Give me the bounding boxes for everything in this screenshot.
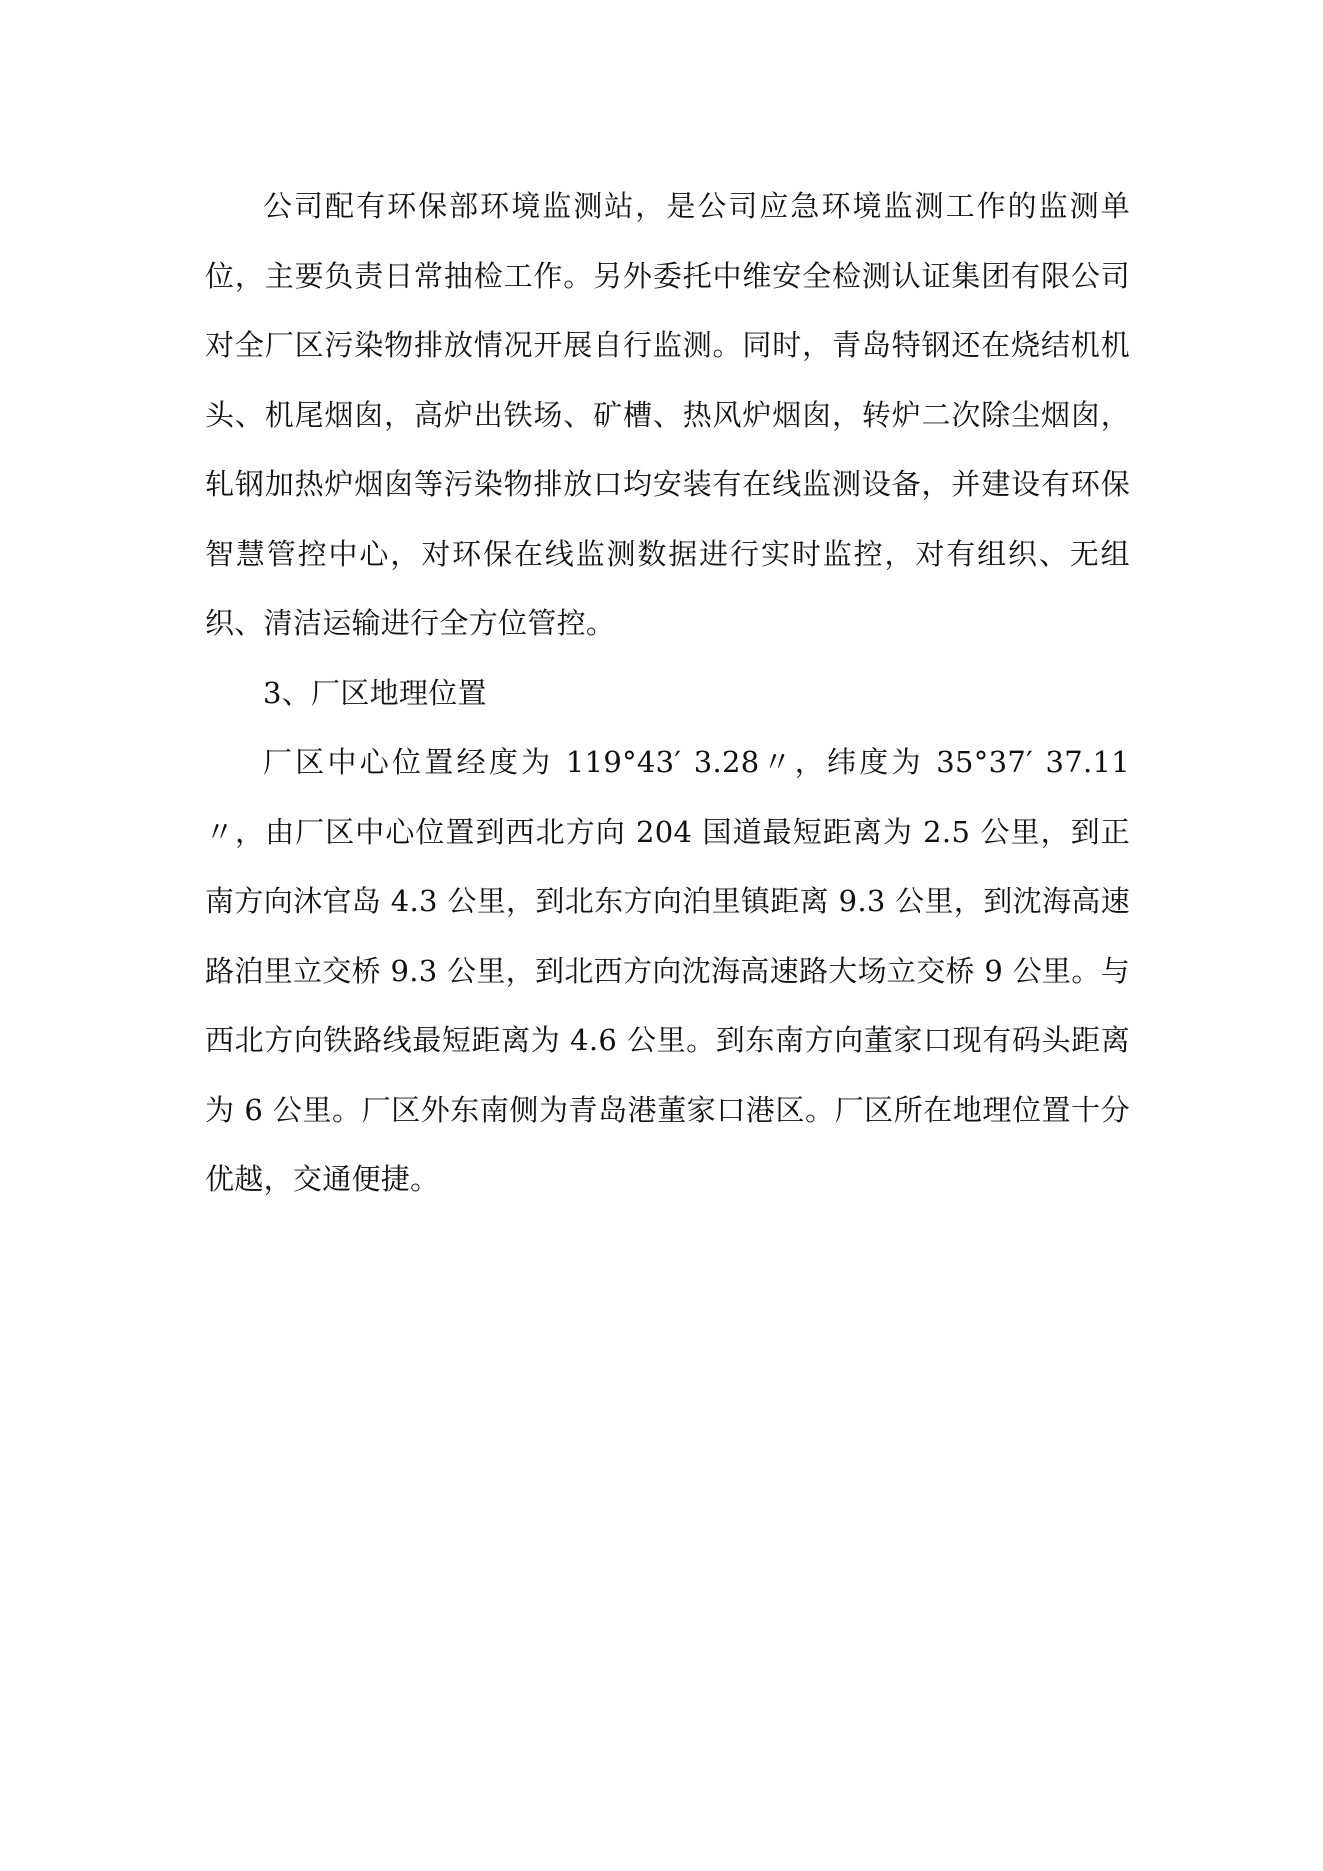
paragraph-plant-location: 厂区中心位置经度为 119°43′ 3.28〃，纬度为 35°37′ 37.11〃，由厂区中心位置到西北方向 204 国道最短距离为 2.5 公里，到正南方向沐官岛 4.3 公里，到北东方向泊里镇距离 9.3 公里，到沈海高速路泊里立交桥 9.3 公里，到北西方向沈海高速路大场立交桥 9 公里。与西北方向铁路线最短距离为 4.6 公里。到东南方向董家口现有码头距离为 6 公里。厂区外东南侧为青岛港董家口港区。厂区所在地理位置十分优越，交通便捷。 [205,745,1130,1196]
document-body [205,172,1130,1215]
section-heading-plant-location: 3、厂区地理位置 [263,675,487,710]
paragraph-monitoring-station: 公司配有环保部环境监测站，是公司应急环境监测工作的监测单位，主要负责日常抽检工作。另外委托中维安全检测认证集团有限公司对全厂区污染物排放情况开展自行监测。同时，青岛特钢还在烧结机机头、机尾烟囱，高炉出铁场、矿槽、热风炉烟囱，转炉二次除尘烟囱，轧钢加热炉烟囱等污染物排放口均安装有在线监测设备，并建设有环保智慧管控中心，对环保在线监测数据进行实时监控，对有组织、无组织、清洁运输进行全方位管控。 [205,189,1130,640]
